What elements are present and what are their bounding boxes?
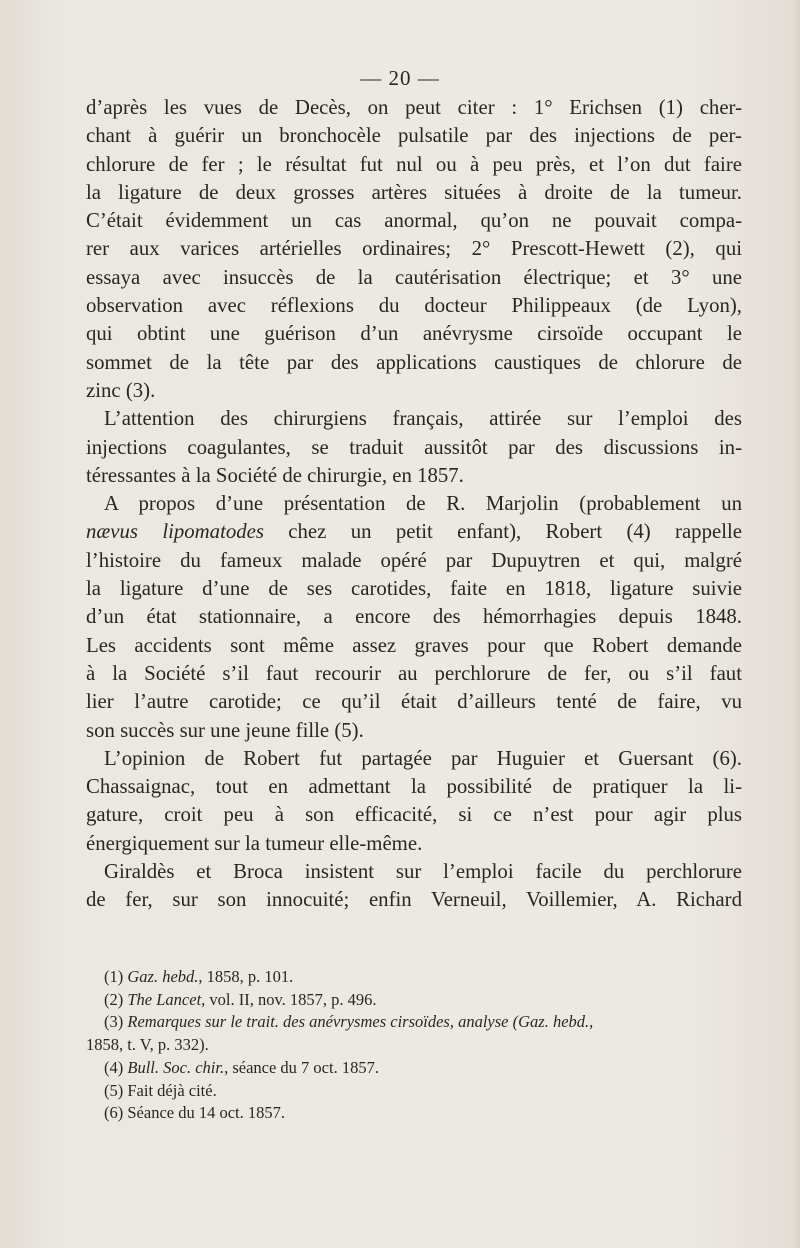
- footnote: [86, 1011, 742, 1034]
- footnote-continuation: [86, 1034, 742, 1057]
- text-line: lier l’autre carotide; ce qu’il était d’ailleurs tenté de faire, vu: [86, 690, 742, 714]
- footnote-number: (2): [104, 989, 128, 1009]
- text-line: d’après les vues de Decès, on peut citer : 1° Erichsen (1) cher-: [86, 96, 742, 119]
- text-line: L’opinion de Robert fut partagée par Huguier et Guersant (6).: [104, 746, 742, 770]
- text-line: L’attention des chirurgiens français, attirée sur l’emploi des: [104, 407, 742, 431]
- footnote-source: Remarques sur le trait. des anévrysmes cirsoïdes, analyse (Gaz. hebd.,: [127, 1012, 594, 1032]
- footnote-detail: , 1858, p. 101.: [198, 967, 294, 986]
- text-line: Chassaignac, tout en admettant la possibilité de pratiquer la li-: [86, 775, 742, 799]
- footnote-source: The Lancet: [127, 989, 202, 1009]
- text-line: chlorure de fer ; le résultat fut nul ou à peu près, et l’on dut faire: [86, 152, 742, 176]
- text-line: C’était évidemment un cas anormal, qu’on ne pouvait compa-: [86, 209, 742, 233]
- footnote-number: (5): [104, 1080, 128, 1100]
- footnotes: [86, 966, 742, 1125]
- text-line: A propos d’une présentation de R. Marjolin (probablement un: [104, 492, 742, 516]
- page-edge-shadow: [790, 0, 800, 1248]
- text-line: zinc (3).: [86, 378, 156, 402]
- text-line: rer aux varices artérielles ordinaires; 2° Prescott-Hewett (2), qui: [86, 237, 742, 261]
- body-text: [86, 94, 742, 915]
- footnote: [86, 1080, 742, 1103]
- text-line: Giraldès et Broca insistent sur l’emploi facile du perchlorure: [104, 860, 742, 884]
- text-line: observation avec réflexions du docteur Philippeaux (de Lyon),: [86, 294, 742, 318]
- text-line: qui obtint une guérison d’un anévrysme cirsoïde occupant le: [86, 322, 742, 346]
- footnote-number: (3): [104, 1012, 128, 1032]
- text-fragment: chez un petit enfant), Robert (4) rappelle: [263, 520, 742, 544]
- text-line: gature, croit peu à son efficacité, si ce n’est pour agir plus: [86, 803, 742, 827]
- text-line: son succès sur une jeune fille (5).: [86, 718, 364, 742]
- text-line: essaya avec insuccès de la cautérisation électrique; et 3° une: [86, 265, 742, 289]
- text-line: l’histoire du fameux malade opéré par Dupuytren et qui, malgré: [86, 548, 742, 572]
- text-line: d’un état stationnaire, a encore des hémorrhagies depuis 1848.: [86, 605, 742, 629]
- footnote-detail: Séance du 14 oct. 1857.: [127, 1103, 286, 1123]
- footnote-source: Gaz. hebd.: [127, 967, 199, 986]
- footnote: [86, 989, 742, 1012]
- footnote-detail: Fait déjà cité.: [127, 1080, 217, 1100]
- page-number: — 20 —: [360, 66, 440, 90]
- text-line: de fer, sur son innocuité; enfin Verneuil, Voillemier, A. Richard: [86, 888, 742, 912]
- footnote-source: Bull. Soc. chir.: [127, 1057, 225, 1077]
- footnote: [86, 966, 742, 989]
- footnote-detail: , vol. II, nov. 1857, p. 496.: [201, 989, 377, 1009]
- footnote: [86, 1102, 742, 1125]
- italic-term: nævus lipomatodes: [86, 520, 264, 544]
- text-line: injections coagulantes, se traduit aussitôt par des discussions in-: [86, 435, 742, 459]
- footnote-detail: 1858, t. V, p. 332).: [86, 1035, 209, 1055]
- footnote-number: (4): [104, 1057, 128, 1077]
- text-line: la ligature d’une de ses carotides, faite en 1818, ligature suivie: [86, 577, 742, 601]
- footnote-detail: , séance du 7 oct. 1857.: [224, 1057, 379, 1077]
- footnote: [86, 1057, 742, 1080]
- footnote-number: (1): [104, 967, 128, 986]
- footnote-number: (6): [104, 1103, 128, 1123]
- text-line: énergiquement sur la tumeur elle-même.: [86, 831, 423, 855]
- text-line-with-italic: [86, 518, 742, 546]
- text-line: sommet de la tête par des applications caustiques de chlorure de: [86, 350, 742, 374]
- text-line: Les accidents sont même assez graves pour que Robert demande: [86, 633, 742, 657]
- text-line: la ligature de deux grosses artères situées à droite de la tumeur.: [86, 180, 742, 204]
- text-line: téressantes à la Société de chirurgie, en 1857.: [86, 463, 464, 487]
- text-line: chant à guérir un bronchocèle pulsatile par des injections de per-: [86, 124, 742, 148]
- text-line: à la Société s’il faut recourir au perchlorure de fer, ou s’il faut: [86, 661, 742, 685]
